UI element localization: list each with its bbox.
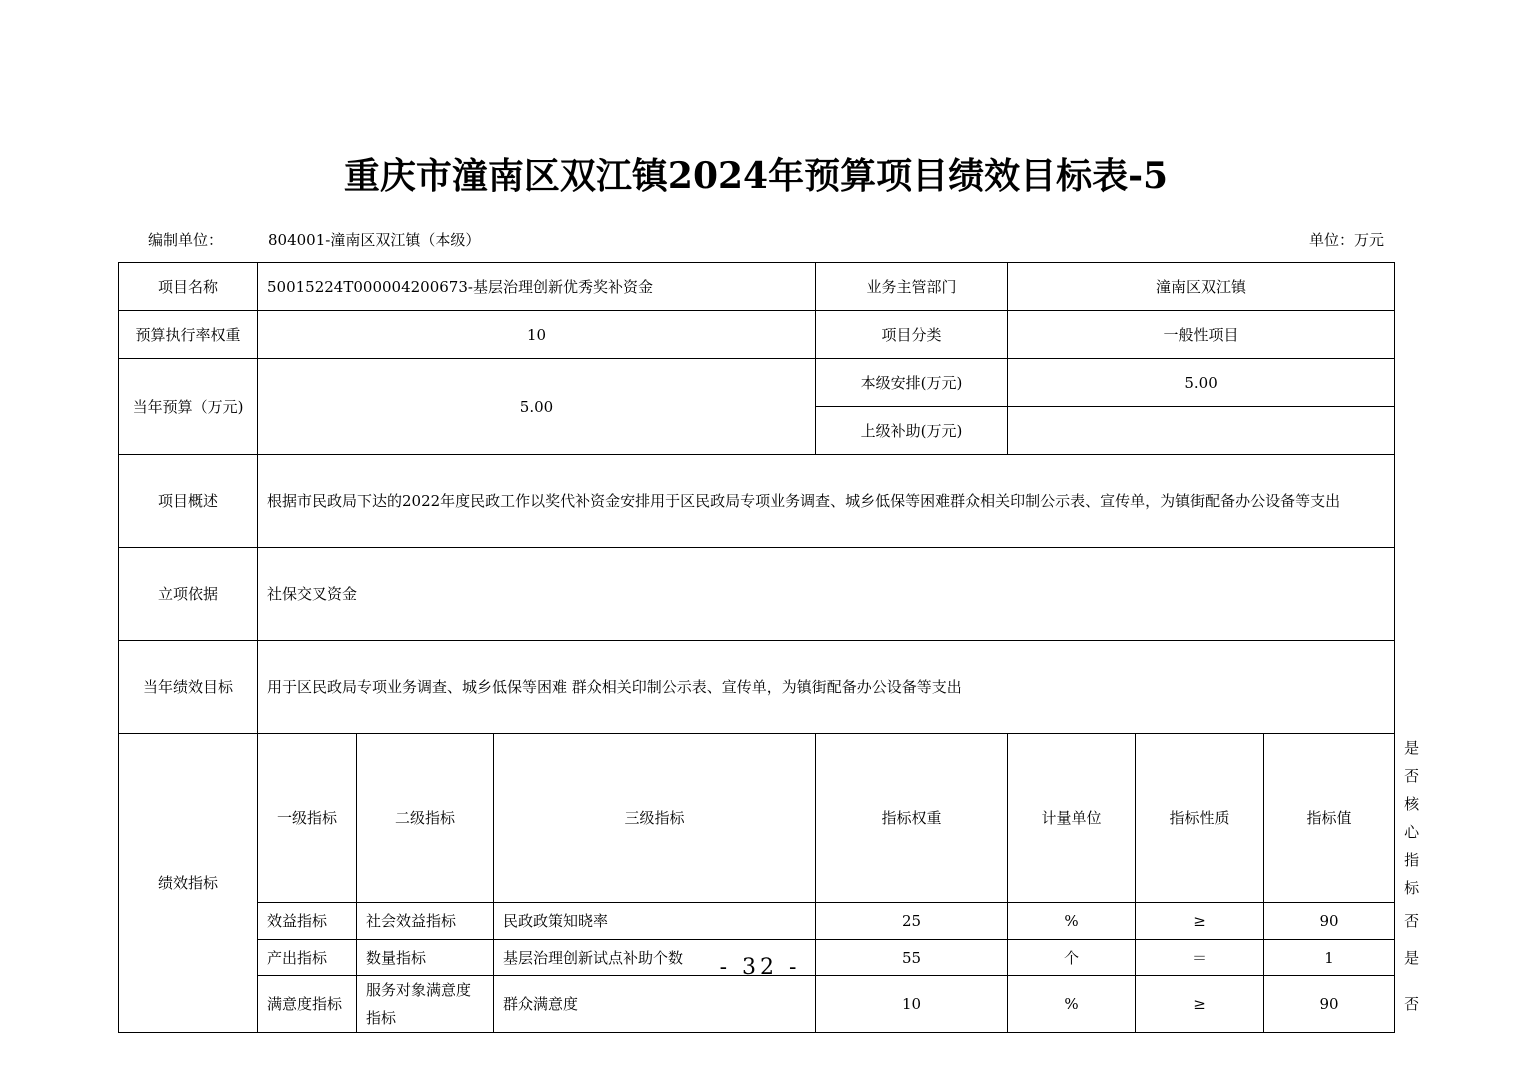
weight-label: 预算执行率权重: [119, 311, 258, 359]
indicator-cell: ≥: [1136, 976, 1264, 1033]
indicator-cell: 社会效益指标: [357, 903, 494, 940]
basis-value: 社保交叉资金: [258, 548, 1395, 641]
indicator-row: 效益指标 社会效益指标 民政政策知晓率 25 % ≥ 90 否: [119, 903, 1395, 940]
indicator-cell: 25: [816, 903, 1008, 940]
basis-label: 立项依据: [119, 548, 258, 641]
indicator-header: 指标性质: [1136, 734, 1264, 903]
upper-subsidy-label: 上级补助(万元): [816, 407, 1008, 455]
row-budget: [119, 359, 1395, 407]
row-weight: [119, 311, 1395, 359]
indicator-cell: 10: [816, 976, 1008, 1033]
indicator-cell: %: [1008, 976, 1136, 1033]
indicator-cell: 群众满意度: [494, 976, 816, 1033]
compiling-unit-value: 804001-潼南区双江镇（本级）: [268, 231, 481, 249]
indicator-row: 满意度指标 服务对象满意度指标 群众满意度 10 % ≥ 90 否: [119, 976, 1395, 1033]
indicator-header: 二级指标: [357, 734, 494, 903]
overview-value: 根据市民政局下达的2022年度民政工作以奖代补资金安排用于区民政局专项业务调查、城乡低保等困难群众相关印制公示表、宣传单，为镇街配备办公设备等支出: [258, 455, 1395, 548]
indicator-row: 产出指标 数量指标 基层治理创新试点补助个数 55 个 ＝ 1 是: [119, 940, 1395, 976]
local-budget-value: 5.00: [1008, 359, 1395, 407]
indicator-cell: 90: [1264, 976, 1395, 1033]
goal-value: 用于区民政局专项业务调查、城乡低保等困难 群众相关印制公示表、宣传单，为镇街配备办公设备等支出: [258, 641, 1395, 734]
dept-value: 潼南区双江镇: [1008, 263, 1395, 311]
row-overview: [119, 455, 1395, 548]
indicator-cell: ≥: [1136, 903, 1264, 940]
row-basis: [119, 548, 1395, 641]
indicators-section-label: 绩效指标: [119, 734, 258, 1033]
project-name-label: 项目名称: [119, 263, 258, 311]
indicator-header: 指标值: [1264, 734, 1395, 903]
indicator-header: 指标权重: [816, 734, 1008, 903]
row-project-name: [119, 263, 1395, 311]
indicator-header: 一级指标: [258, 734, 357, 903]
indicator-cell: 服务对象满意度指标: [357, 976, 494, 1033]
indicator-cell: 1: [1264, 940, 1395, 976]
indicator-cell: 90: [1264, 903, 1395, 940]
budget-value: 5.00: [258, 359, 816, 455]
indicator-cell: %: [1008, 903, 1136, 940]
indicator-cell: ＝: [1136, 940, 1264, 976]
project-name-value: 50015224T000004200673-基层治理创新优秀奖补资金: [258, 263, 816, 311]
budget-label: 当年预算（万元): [119, 359, 258, 455]
overview-label: 项目概述: [119, 455, 258, 548]
indicator-cell: 数量指标: [357, 940, 494, 976]
indicator-header: 计量单位: [1008, 734, 1136, 903]
compiling-unit-label: 编制单位：: [148, 231, 224, 249]
page-title: 重庆市潼南区双江镇2024年预算项目绩效目标表-5: [343, 155, 1169, 197]
goal-label: 当年绩效目标: [119, 641, 258, 734]
dept-label: 业务主管部门: [816, 263, 1008, 311]
row-goal: [119, 641, 1395, 734]
indicator-cell: 效益指标: [258, 903, 357, 940]
page-number: - 32 -: [719, 955, 801, 980]
local-budget-label: 本级安排(万元): [816, 359, 1008, 407]
indicator-cell: 产出指标: [258, 940, 357, 976]
performance-target-table: [118, 262, 1420, 1033]
weight-value: 10: [258, 311, 816, 359]
currency-unit: 单位：万元: [1308, 231, 1384, 249]
indicator-cell: 民政政策知晓率: [494, 903, 816, 940]
indicator-cell: 个: [1008, 940, 1136, 976]
indicator-cell: 基层治理创新试点补助个数: [494, 940, 816, 976]
upper-subsidy-value: [1008, 407, 1395, 455]
category-label: 项目分类: [816, 311, 1008, 359]
indicator-header: 三级指标: [494, 734, 816, 903]
indicator-cell: 满意度指标: [258, 976, 357, 1033]
category-value: 一般性项目: [1008, 311, 1395, 359]
indicator-cell: 55: [816, 940, 1008, 976]
indicator-header-row: 绩效指标 一级指标 二级指标 三级指标 指标权重 计量单位 指标性质 指标值 是否核心指标: [119, 734, 1395, 903]
